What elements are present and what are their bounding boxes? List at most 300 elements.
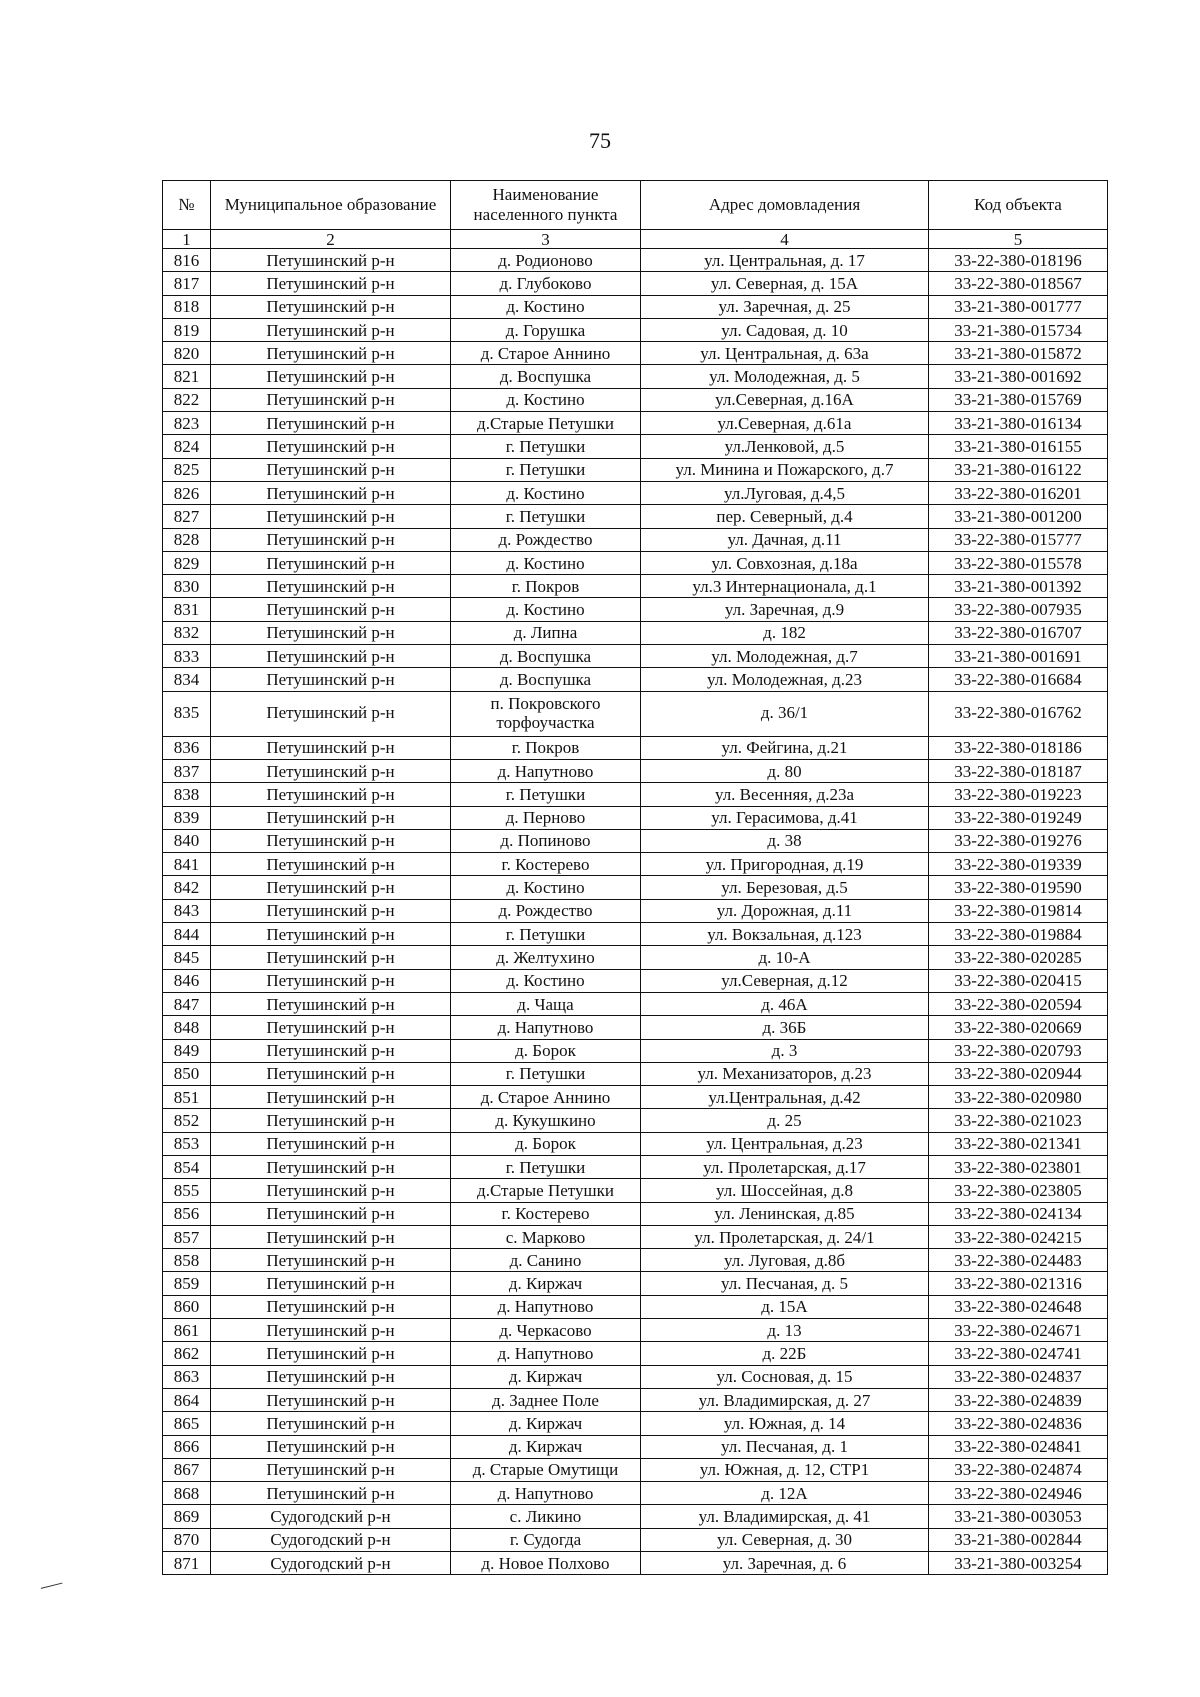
- address-cell: ул. Владимирская, д. 27: [641, 1388, 929, 1411]
- address-cell: ул.Северная, д.12: [641, 969, 929, 992]
- table-row: [163, 1039, 1108, 1062]
- row-number: 817: [163, 272, 211, 295]
- settlement-cell: г. Петушки: [451, 923, 641, 946]
- row-number: 860: [163, 1295, 211, 1318]
- address-cell: ул. Шоссейная, д.8: [641, 1179, 929, 1202]
- table-row: [163, 1365, 1108, 1388]
- municipality-cell: Петушинский р-н: [211, 1482, 451, 1505]
- row-number: 851: [163, 1086, 211, 1109]
- table-row: [163, 621, 1108, 644]
- settlement-cell: г. Петушки: [451, 458, 641, 481]
- settlement-cell: д. Перново: [451, 806, 641, 829]
- object-code-cell: 33-22-380-024874: [929, 1458, 1108, 1481]
- address-cell: ул. Южная, д. 14: [641, 1412, 929, 1435]
- table-row: [163, 1109, 1108, 1132]
- table-row: [163, 318, 1108, 341]
- households-table: [162, 180, 1108, 1575]
- municipality-cell: Петушинский р-н: [211, 1132, 451, 1155]
- municipality-cell: Петушинский р-н: [211, 1225, 451, 1248]
- settlement-cell: д. Воспушка: [451, 668, 641, 691]
- object-code-cell: 33-22-380-016201: [929, 481, 1108, 504]
- object-code-cell: 33-22-380-024648: [929, 1295, 1108, 1318]
- object-code-cell: 33-22-380-020594: [929, 992, 1108, 1015]
- row-number: 858: [163, 1249, 211, 1272]
- municipality-cell: Петушинский р-н: [211, 1319, 451, 1342]
- settlement-cell: с. Ликино: [451, 1505, 641, 1528]
- table-row: [163, 806, 1108, 829]
- municipality-cell: Петушинский р-н: [211, 481, 451, 504]
- object-code-cell: 33-22-380-018567: [929, 272, 1108, 295]
- address-cell: ул. Дачная, д.11: [641, 528, 929, 551]
- row-number: 824: [163, 435, 211, 458]
- settlement-cell: д. Воспушка: [451, 645, 641, 668]
- row-number: 825: [163, 458, 211, 481]
- settlement-cell: д. Рождество: [451, 899, 641, 922]
- table-row: [163, 829, 1108, 852]
- row-number: 847: [163, 992, 211, 1015]
- table-row: [163, 946, 1108, 969]
- object-code-cell: 33-22-380-023801: [929, 1155, 1108, 1178]
- row-number: 862: [163, 1342, 211, 1365]
- object-code-cell: 33-22-380-019814: [929, 899, 1108, 922]
- table-row: [163, 1412, 1108, 1435]
- table-row: [163, 645, 1108, 668]
- municipality-cell: Петушинский р-н: [211, 783, 451, 806]
- table-row: [163, 528, 1108, 551]
- table-row: [163, 1552, 1108, 1575]
- address-cell: ул. Луговая, д.8б: [641, 1249, 929, 1272]
- table-row: [163, 1132, 1108, 1155]
- table-row: [163, 783, 1108, 806]
- row-number: 823: [163, 412, 211, 435]
- table-row: [163, 435, 1108, 458]
- settlement-cell: д. Напутново: [451, 1016, 641, 1039]
- row-number: 827: [163, 505, 211, 528]
- municipality-cell: Петушинский р-н: [211, 759, 451, 782]
- address-cell: ул. Молодежная, д.23: [641, 668, 929, 691]
- row-number: 869: [163, 1505, 211, 1528]
- settlement-cell: г. Судогда: [451, 1528, 641, 1551]
- row-number: 821: [163, 365, 211, 388]
- settlement-cell: д. Рождество: [451, 528, 641, 551]
- address-cell: д. 25: [641, 1109, 929, 1132]
- address-cell: ул. Герасимова, д.41: [641, 806, 929, 829]
- address-cell: ул. Северная, д. 15А: [641, 272, 929, 295]
- row-number: 843: [163, 899, 211, 922]
- header-municipality: Муниципальное образование: [211, 181, 451, 230]
- municipality-cell: Судогодский р-н: [211, 1528, 451, 1551]
- table-row: [163, 481, 1108, 504]
- municipality-cell: Петушинский р-н: [211, 505, 451, 528]
- address-cell: ул. Молодежная, д. 5: [641, 365, 929, 388]
- address-cell: ул. Южная, д. 12, СТР1: [641, 1458, 929, 1481]
- address-cell: д. 182: [641, 621, 929, 644]
- address-cell: пер. Северный, д.4: [641, 505, 929, 528]
- page-number: 75: [589, 128, 611, 153]
- address-cell: ул. Пролетарская, д. 24/1: [641, 1225, 929, 1248]
- address-cell: ул. Ленинская, д.85: [641, 1202, 929, 1225]
- header-address: Адрес домовладения: [641, 181, 929, 230]
- row-number: 866: [163, 1435, 211, 1458]
- address-cell: ул. Минина и Пожарского, д.7: [641, 458, 929, 481]
- table-row: [163, 295, 1108, 318]
- settlement-cell: д. Напутново: [451, 1295, 641, 1318]
- municipality-cell: Петушинский р-н: [211, 829, 451, 852]
- object-code-cell: 33-22-380-020793: [929, 1039, 1108, 1062]
- municipality-cell: Петушинский р-н: [211, 365, 451, 388]
- address-cell: ул. Заречная, д. 25: [641, 295, 929, 318]
- address-cell: д. 10-А: [641, 946, 929, 969]
- table-row: [163, 691, 1108, 736]
- object-code-cell: 33-22-380-020669: [929, 1016, 1108, 1039]
- settlement-cell: д. Чаща: [451, 992, 641, 1015]
- header-number: №: [163, 181, 211, 230]
- address-cell: ул.Северная, д.61а: [641, 412, 929, 435]
- row-number: 845: [163, 946, 211, 969]
- settlement-cell: г. Петушки: [451, 505, 641, 528]
- object-code-cell: 33-22-380-019276: [929, 829, 1108, 852]
- address-cell: ул. Молодежная, д.7: [641, 645, 929, 668]
- settlement-cell: д. Старое Аннино: [451, 1086, 641, 1109]
- municipality-cell: Петушинский р-н: [211, 598, 451, 621]
- settlement-cell: д. Старые Омутищи: [451, 1458, 641, 1481]
- table-row: [163, 1062, 1108, 1085]
- municipality-cell: Петушинский р-н: [211, 1202, 451, 1225]
- address-cell: ул. Северная, д. 30: [641, 1528, 929, 1551]
- settlement-cell: д. Костино: [451, 969, 641, 992]
- table-row: [163, 992, 1108, 1015]
- object-code-cell: 33-22-380-007935: [929, 598, 1108, 621]
- settlement-cell: д. Костино: [451, 551, 641, 574]
- row-number: 844: [163, 923, 211, 946]
- object-code-cell: 33-22-380-016707: [929, 621, 1108, 644]
- settlement-cell: д. Новое Полхово: [451, 1552, 641, 1575]
- municipality-cell: Петушинский р-н: [211, 1179, 451, 1202]
- table-row: [163, 388, 1108, 411]
- row-number: 871: [163, 1552, 211, 1575]
- table-row: [163, 1528, 1108, 1551]
- settlement-cell: д. Глубоково: [451, 272, 641, 295]
- settlement-cell: д. Горушка: [451, 318, 641, 341]
- object-code-cell: 33-22-380-020944: [929, 1062, 1108, 1085]
- table-row: [163, 1295, 1108, 1318]
- row-number: 820: [163, 342, 211, 365]
- table-row: [163, 1202, 1108, 1225]
- object-code-cell: 33-22-380-015578: [929, 551, 1108, 574]
- table-row: [163, 505, 1108, 528]
- table-row: [163, 249, 1108, 272]
- row-number: 816: [163, 249, 211, 272]
- settlement-cell: д.Старые Петушки: [451, 412, 641, 435]
- object-code-cell: 33-22-380-024839: [929, 1388, 1108, 1411]
- object-code-cell: 33-22-380-024837: [929, 1365, 1108, 1388]
- settlement-cell: г. Петушки: [451, 1062, 641, 1085]
- row-number: 863: [163, 1365, 211, 1388]
- settlement-cell: д. Заднее Поле: [451, 1388, 641, 1411]
- municipality-cell: Петушинский р-н: [211, 992, 451, 1015]
- settlement-cell: д. Костино: [451, 295, 641, 318]
- address-cell: ул. Сосновая, д. 15: [641, 1365, 929, 1388]
- row-number: 828: [163, 528, 211, 551]
- address-cell: ул. Заречная, д.9: [641, 598, 929, 621]
- municipality-cell: Петушинский р-н: [211, 412, 451, 435]
- settlement-cell: д. Старое Аннино: [451, 342, 641, 365]
- row-number: 867: [163, 1458, 211, 1481]
- object-code-cell: 33-22-380-020285: [929, 946, 1108, 969]
- settlement-cell: г. Покров: [451, 575, 641, 598]
- settlement-cell: д. Борок: [451, 1132, 641, 1155]
- municipality-cell: Петушинский р-н: [211, 528, 451, 551]
- table-row: [163, 853, 1108, 876]
- address-cell: д. 22Б: [641, 1342, 929, 1365]
- table-row: [163, 342, 1108, 365]
- table-row: [163, 923, 1108, 946]
- object-code-cell: 33-22-380-018186: [929, 736, 1108, 759]
- municipality-cell: Петушинский р-н: [211, 1295, 451, 1318]
- settlement-cell: д. Костино: [451, 481, 641, 504]
- municipality-cell: Судогодский р-н: [211, 1552, 451, 1575]
- table-row: [163, 1388, 1108, 1411]
- address-cell: ул. Владимирская, д. 41: [641, 1505, 929, 1528]
- object-code-cell: 33-22-380-021341: [929, 1132, 1108, 1155]
- settlement-cell: г. Петушки: [451, 783, 641, 806]
- object-code-cell: 33-22-380-021023: [929, 1109, 1108, 1132]
- row-number: 868: [163, 1482, 211, 1505]
- municipality-cell: Петушинский р-н: [211, 668, 451, 691]
- address-cell: ул. Совхозная, д.18а: [641, 551, 929, 574]
- object-code-cell: 33-21-380-015769: [929, 388, 1108, 411]
- row-number: 836: [163, 736, 211, 759]
- settlement-cell: д. Воспушка: [451, 365, 641, 388]
- object-code-cell: 33-22-380-024836: [929, 1412, 1108, 1435]
- address-cell: ул.Луговая, д.4,5: [641, 481, 929, 504]
- object-code-cell: 33-22-380-018196: [929, 249, 1108, 272]
- header-settlement: Наименование населенного пункта: [451, 181, 641, 230]
- row-number: 852: [163, 1109, 211, 1132]
- municipality-cell: Петушинский р-н: [211, 1039, 451, 1062]
- municipality-cell: Петушинский р-н: [211, 435, 451, 458]
- address-cell: ул. Центральная, д. 63а: [641, 342, 929, 365]
- municipality-cell: Петушинский р-н: [211, 645, 451, 668]
- municipality-cell: Петушинский р-н: [211, 1365, 451, 1388]
- table-row: [163, 458, 1108, 481]
- row-number: 833: [163, 645, 211, 668]
- municipality-cell: Петушинский р-н: [211, 691, 451, 736]
- row-number: 853: [163, 1132, 211, 1155]
- settlement-cell: д. Борок: [451, 1039, 641, 1062]
- settlement-cell: д. Киржач: [451, 1412, 641, 1435]
- municipality-cell: Петушинский р-н: [211, 1155, 451, 1178]
- settlement-cell: г. Костерево: [451, 1202, 641, 1225]
- municipality-cell: Петушинский р-н: [211, 946, 451, 969]
- municipality-cell: Петушинский р-н: [211, 876, 451, 899]
- table-row: [163, 1155, 1108, 1178]
- settlement-cell: д. Костино: [451, 388, 641, 411]
- table-row: [163, 412, 1108, 435]
- object-code-cell: 33-22-380-024946: [929, 1482, 1108, 1505]
- object-code-cell: 33-22-380-019590: [929, 876, 1108, 899]
- settlement-cell: д. Санино: [451, 1249, 641, 1272]
- object-code-cell: 33-22-380-024741: [929, 1342, 1108, 1365]
- municipality-cell: Петушинский р-н: [211, 295, 451, 318]
- municipality-cell: Петушинский р-н: [211, 736, 451, 759]
- object-code-cell: 33-21-380-001692: [929, 365, 1108, 388]
- municipality-cell: Петушинский р-н: [211, 575, 451, 598]
- table-row: [163, 272, 1108, 295]
- table-row: [163, 1505, 1108, 1528]
- table-row: [163, 1086, 1108, 1109]
- settlement-cell: г. Костерево: [451, 853, 641, 876]
- address-cell: ул.Центральная, д.42: [641, 1086, 929, 1109]
- column-index: 5: [929, 230, 1108, 249]
- row-number: 854: [163, 1155, 211, 1178]
- address-cell: ул. Вокзальная, д.123: [641, 923, 929, 946]
- row-number: 831: [163, 598, 211, 621]
- table-header: [163, 181, 1108, 249]
- address-cell: д. 13: [641, 1319, 929, 1342]
- municipality-cell: Петушинский р-н: [211, 1388, 451, 1411]
- object-code-cell: 33-21-380-001200: [929, 505, 1108, 528]
- object-code-cell: 33-22-380-023805: [929, 1179, 1108, 1202]
- address-cell: ул. Садовая, д. 10: [641, 318, 929, 341]
- address-cell: ул.3 Интернационала, д.1: [641, 575, 929, 598]
- address-cell: ул.Северная, д.16А: [641, 388, 929, 411]
- object-code-cell: 33-22-380-020980: [929, 1086, 1108, 1109]
- settlement-cell: д. Костино: [451, 876, 641, 899]
- column-index: 4: [641, 230, 929, 249]
- address-cell: д. 3: [641, 1039, 929, 1062]
- object-code-cell: 33-21-380-015872: [929, 342, 1108, 365]
- settlement-cell: д. Киржач: [451, 1435, 641, 1458]
- settlement-cell: д. Липна: [451, 621, 641, 644]
- object-code-cell: 33-21-380-001392: [929, 575, 1108, 598]
- column-index: 3: [451, 230, 641, 249]
- row-number: 830: [163, 575, 211, 598]
- column-index: 1: [163, 230, 211, 249]
- object-code-cell: 33-21-380-003053: [929, 1505, 1108, 1528]
- municipality-cell: Петушинский р-н: [211, 1412, 451, 1435]
- column-index: 2: [211, 230, 451, 249]
- address-cell: д. 36/1: [641, 691, 929, 736]
- table-row: [163, 899, 1108, 922]
- address-cell: ул. Дорожная, д.11: [641, 899, 929, 922]
- row-number: 849: [163, 1039, 211, 1062]
- municipality-cell: Петушинский р-н: [211, 923, 451, 946]
- row-number: 846: [163, 969, 211, 992]
- table-row: [163, 551, 1108, 574]
- table-row: [163, 1482, 1108, 1505]
- address-cell: ул. Механизаторов, д.23: [641, 1062, 929, 1085]
- object-code-cell: 33-22-380-019884: [929, 923, 1108, 946]
- address-cell: ул. Фейгина, д.21: [641, 736, 929, 759]
- municipality-cell: Петушинский р-н: [211, 1342, 451, 1365]
- municipality-cell: Петушинский р-н: [211, 388, 451, 411]
- object-code-cell: 33-21-380-001691: [929, 645, 1108, 668]
- row-number: 864: [163, 1388, 211, 1411]
- municipality-cell: Петушинский р-н: [211, 1086, 451, 1109]
- municipality-cell: Петушинский р-н: [211, 1272, 451, 1295]
- settlement-cell: п. Покровского торфоучастка: [451, 691, 641, 736]
- settlement-cell: д. Попиново: [451, 829, 641, 852]
- municipality-cell: Петушинский р-н: [211, 1109, 451, 1132]
- row-number: 834: [163, 668, 211, 691]
- object-code-cell: 33-22-380-024841: [929, 1435, 1108, 1458]
- settlement-cell: д. Напутново: [451, 759, 641, 782]
- municipality-cell: Петушинский р-н: [211, 458, 451, 481]
- row-number: 850: [163, 1062, 211, 1085]
- table-row: [163, 1249, 1108, 1272]
- object-code-cell: 33-21-380-002844: [929, 1528, 1108, 1551]
- row-number: 835: [163, 691, 211, 736]
- municipality-cell: Судогодский р-н: [211, 1505, 451, 1528]
- address-cell: ул. Песчаная, д. 5: [641, 1272, 929, 1295]
- table-row: [163, 876, 1108, 899]
- object-code-cell: 33-22-380-016762: [929, 691, 1108, 736]
- municipality-cell: Петушинский р-н: [211, 249, 451, 272]
- municipality-cell: Петушинский р-н: [211, 1458, 451, 1481]
- row-number: 829: [163, 551, 211, 574]
- table-row: [163, 1342, 1108, 1365]
- settlement-cell: д. Напутново: [451, 1342, 641, 1365]
- table-row: [163, 1179, 1108, 1202]
- address-cell: д. 46А: [641, 992, 929, 1015]
- table-row: [163, 1016, 1108, 1039]
- table-row: [163, 1319, 1108, 1342]
- address-cell: ул. Песчаная, д. 1: [641, 1435, 929, 1458]
- municipality-cell: Петушинский р-н: [211, 272, 451, 295]
- municipality-cell: Петушинский р-н: [211, 1016, 451, 1039]
- address-cell: ул.Ленковой, д.5: [641, 435, 929, 458]
- municipality-cell: Петушинский р-н: [211, 551, 451, 574]
- table-row: [163, 1225, 1108, 1248]
- table-row: [163, 736, 1108, 759]
- object-code-cell: 33-22-380-024671: [929, 1319, 1108, 1342]
- settlement-cell: с. Марково: [451, 1225, 641, 1248]
- address-cell: д. 36Б: [641, 1016, 929, 1039]
- object-code-cell: 33-22-380-016684: [929, 668, 1108, 691]
- row-number: 841: [163, 853, 211, 876]
- object-code-cell: 33-22-380-021316: [929, 1272, 1108, 1295]
- municipality-cell: Петушинский р-н: [211, 1062, 451, 1085]
- settlement-cell: д. Желтухино: [451, 946, 641, 969]
- settlement-cell: д.Старые Петушки: [451, 1179, 641, 1202]
- row-number: 865: [163, 1412, 211, 1435]
- table-body: [163, 249, 1108, 1575]
- settlement-cell: д. Родионово: [451, 249, 641, 272]
- object-code-cell: 33-21-380-016155: [929, 435, 1108, 458]
- object-code-cell: 33-22-380-019249: [929, 806, 1108, 829]
- municipality-cell: Петушинский р-н: [211, 318, 451, 341]
- row-number: 832: [163, 621, 211, 644]
- municipality-cell: Петушинский р-н: [211, 899, 451, 922]
- table-row: [163, 575, 1108, 598]
- row-number: 859: [163, 1272, 211, 1295]
- municipality-cell: Петушинский р-н: [211, 1249, 451, 1272]
- row-number: 848: [163, 1016, 211, 1039]
- object-code-cell: 33-21-380-015734: [929, 318, 1108, 341]
- settlement-cell: д. Черкасово: [451, 1319, 641, 1342]
- table-row: [163, 365, 1108, 388]
- table-row: [163, 668, 1108, 691]
- address-cell: д. 12А: [641, 1482, 929, 1505]
- table-row: [163, 759, 1108, 782]
- row-number: 840: [163, 829, 211, 852]
- table-row: [163, 598, 1108, 621]
- column-index-row: [163, 230, 1108, 249]
- settlement-cell: д. Киржач: [451, 1365, 641, 1388]
- header-row: [163, 181, 1108, 230]
- object-code-cell: 33-22-380-019223: [929, 783, 1108, 806]
